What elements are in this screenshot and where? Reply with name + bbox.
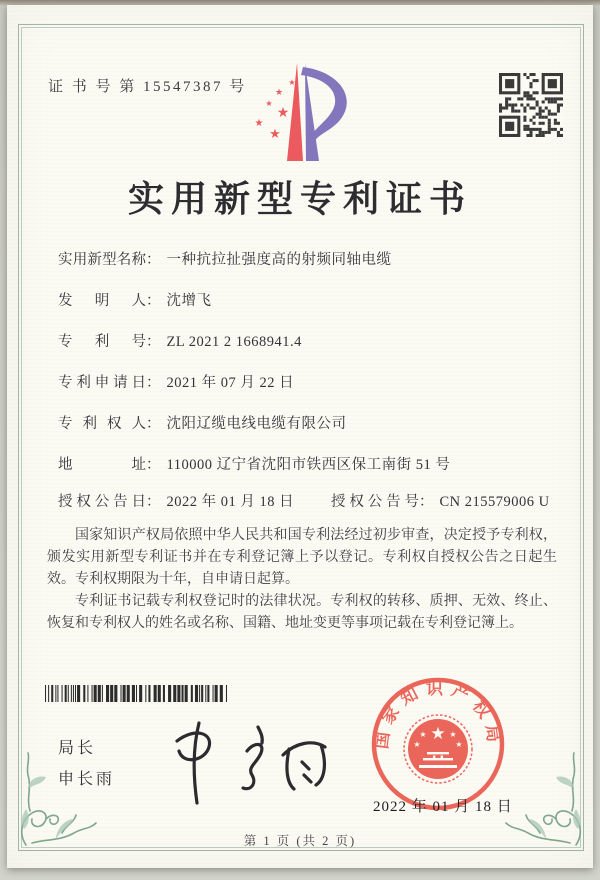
field-label: 地址: [58, 457, 146, 473]
field-label: 专利权人: [58, 416, 146, 432]
national-emblem-icon: [404, 715, 472, 783]
field-label: 实用新型名称: [58, 252, 146, 268]
legal-paragraph-2: 专利证书记载专利权登记时的法律状况。专利权的转移、质押、无效、终止、恢复和专利权人的姓名或名称、国籍、地址变更等事项记载在专利登记簿上。: [47, 594, 557, 631]
director-title: 局长: [58, 740, 97, 757]
grant-row: [58, 491, 557, 513]
qr-code: [499, 73, 563, 137]
director-name: 申长雨: [58, 771, 116, 788]
svg-text:★: ★: [274, 88, 284, 98]
signoff-block: [58, 733, 115, 795]
grant-date: 授权公告日： 2022 年 01 月 18 日: [58, 494, 295, 510]
certificate-page: [7, 5, 593, 868]
field-row-patentee: 专利权人： 沈阳辽缆电线电缆有限公司: [58, 413, 557, 435]
svg-text:★: ★: [269, 127, 281, 142]
field-label: 发明人: [58, 293, 146, 309]
field-label: 专利申请日: [58, 375, 146, 391]
svg-text:★: ★: [288, 78, 296, 87]
svg-text:★: ★: [455, 740, 463, 749]
svg-text:★: ★: [449, 730, 457, 739]
field-value: 一种抗拉扯强度高的射频同轴电缆: [166, 252, 392, 268]
field-row-inventor: 发明人： 沈增飞: [58, 290, 557, 312]
field-value: 沈阳辽缆电线电缆有限公司: [166, 416, 347, 432]
svg-text:★: ★: [413, 740, 421, 749]
svg-text:★: ★: [430, 724, 446, 744]
certificate-title: 实用新型专利证书: [127, 179, 472, 219]
director-signature: [155, 717, 330, 809]
field-row-patent-number: 专利号： ZL 2021 2 1668941.4: [58, 331, 557, 353]
svg-text:★: ★: [419, 730, 427, 739]
cnipa-logo-icon: [243, 57, 365, 167]
seal-date: 2022 年 01 月 18 日: [373, 799, 513, 815]
svg-text:★: ★: [254, 118, 264, 129]
legal-paragraph-1: 国家知识产权局依照中华人民共和国专利法经过初步审查，决定授予专利权，颁发实用新型专利证书并在专利登记簿上予以登记。专利权自授权公告之日起生效。专利权期限为十年，自申请日起算。: [47, 528, 557, 587]
field-value: ZL 2021 2 1668941.4: [166, 334, 302, 350]
barcode: [45, 685, 227, 702]
page-number: 第 1 页 (共 2 页): [243, 834, 357, 848]
certificate-number: 证 书 号 第 15547387 号: [48, 79, 247, 95]
field-value: 110000 辽宁省沈阳市铁西区保工南街 51 号: [166, 457, 451, 473]
svg-text:★: ★: [265, 99, 273, 108]
field-value: 沈增飞: [166, 293, 212, 309]
seal-text: 国家知识产权局: [372, 678, 504, 751]
field-value: 2021 年 07 月 22 日: [166, 375, 295, 391]
field-row-name: 实用新型名称： 一种抗拉扯强度高的射频同轴电缆: [58, 249, 557, 271]
grant-number: 授权公告号： CN 215579006 U: [331, 494, 550, 510]
svg-text:★: ★: [276, 105, 290, 121]
field-row-filing-date: 专利申请日： 2021 年 07 月 22 日: [58, 372, 557, 394]
field-list: [58, 249, 557, 495]
official-seal: [367, 673, 509, 815]
legal-text: [47, 525, 557, 635]
field-label: 专利号: [58, 334, 146, 350]
field-row-address: 地址： 110000 辽宁省沈阳市铁西区保工南街 51 号: [58, 454, 557, 476]
